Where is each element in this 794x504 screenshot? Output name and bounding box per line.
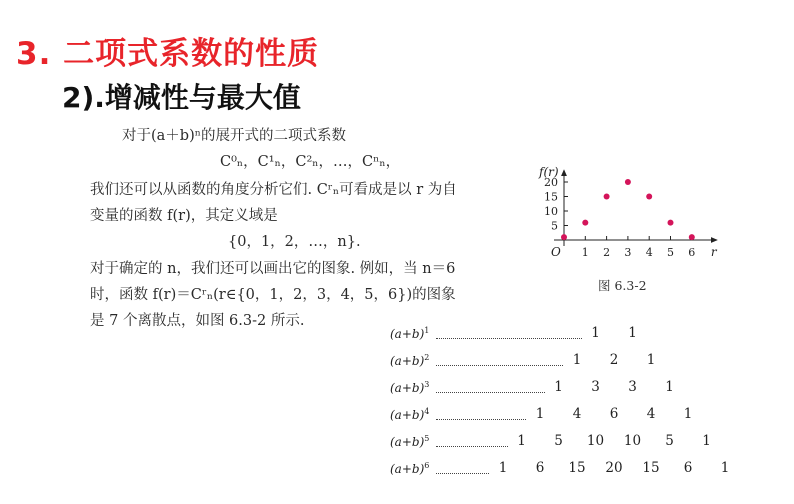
pascal-row-label <box>390 326 429 341</box>
pascal-row-power: 4 <box>424 407 430 416</box>
binomial-coefficient: 1 <box>720 460 730 476</box>
pascal-row-label <box>390 353 429 368</box>
x-axis-label: r <box>710 245 717 259</box>
pascal-row-label <box>390 407 429 422</box>
x-tick-label: 3 <box>624 246 632 259</box>
pascal-row-base: (a+b) <box>390 435 425 449</box>
binomial-coefficient: 15 <box>568 460 586 476</box>
binomial-coefficient: 3 <box>591 379 600 395</box>
x-tick-label: 6 <box>688 246 696 259</box>
text-line-8: 是 7 个离散点，如图 6.3-2 所示. <box>90 313 305 329</box>
binomial-coefficient: 5 <box>554 433 563 449</box>
pascal-row-base: (a+b) <box>390 381 425 395</box>
data-point <box>561 234 567 240</box>
y-axis-label: f(r) <box>539 165 559 180</box>
binomial-coefficient: 4 <box>572 406 582 422</box>
pascal-row-power: 5 <box>424 434 430 443</box>
binomial-coefficient: 3 <box>628 379 637 395</box>
binomial-coefficient: 15 <box>642 460 660 476</box>
pascal-row-power: 1 <box>424 326 430 335</box>
leader-dots <box>436 473 489 474</box>
x-tick-label: 2 <box>603 246 611 259</box>
data-point <box>604 194 610 200</box>
x-tick-label: 4 <box>645 246 653 259</box>
origin-label: O <box>551 245 561 259</box>
binomial-coefficient: 1 <box>498 460 508 476</box>
scatter-chart <box>520 88 730 270</box>
binomial-coefficient: 1 <box>591 325 600 341</box>
binomial-coefficient: 1 <box>665 379 674 395</box>
pascal-row-label <box>390 434 429 449</box>
leader-dots <box>436 338 582 339</box>
data-point <box>582 220 588 226</box>
leader-dots <box>436 392 545 393</box>
leader-dots <box>436 419 526 420</box>
binomial-coefficient: 10 <box>623 433 642 449</box>
binomial-coefficient: 20 <box>605 460 623 476</box>
text-line-5: {0，1，2，…，n}. <box>228 234 361 250</box>
pascal-row-power: 3 <box>424 380 430 389</box>
chart-ticks <box>544 176 695 259</box>
data-point <box>689 234 695 240</box>
text-line-3: 我们还可以从函数的角度分析它们. Cʳₙ可看成是以 r 为自 <box>90 182 457 198</box>
leader-dots <box>436 365 563 366</box>
x-tick-label: 5 <box>667 246 674 259</box>
binomial-coefficient: 1 <box>702 433 711 449</box>
pascal-row-power: 2 <box>424 353 430 362</box>
binomial-coefficient: 1 <box>517 433 526 449</box>
binomial-coefficient: 4 <box>646 406 656 422</box>
pascal-row-base: (a+b) <box>390 327 425 341</box>
section-heading: 3. 二项式系数的性质 <box>16 36 320 72</box>
binomial-coefficient: 1 <box>554 379 563 395</box>
binomial-coefficient: 1 <box>628 325 637 341</box>
binomial-coefficient: 6 <box>535 460 545 476</box>
binomial-coefficient: 5 <box>665 433 674 449</box>
leader-dots <box>436 446 508 447</box>
pascal-row-label <box>390 380 429 395</box>
y-tick-label: 5 <box>551 219 558 233</box>
pascal-row-base: (a+b) <box>390 462 425 476</box>
binomial-coefficient: 1 <box>535 406 545 422</box>
chart-points <box>561 179 695 240</box>
binomial-coefficient: 1 <box>646 352 656 368</box>
pascal-row-label <box>390 461 429 476</box>
text-line-1: 对于(a＋b)ⁿ的展开式的二项式系数 <box>122 128 347 144</box>
figure-caption: 图 6.3-2 <box>598 278 647 293</box>
data-point <box>646 194 652 200</box>
text-line-2: C⁰ₙ，C¹ₙ，C²ₙ，…，Cⁿₙ， <box>220 154 401 170</box>
y-tick-label: 20 <box>544 176 558 189</box>
binomial-coefficient: 1 <box>572 352 582 368</box>
y-tick-label: 10 <box>544 205 558 218</box>
binomial-coefficient: 6 <box>683 460 693 476</box>
data-point <box>625 179 631 185</box>
subsection-heading: 2).增减性与最大值 <box>62 81 301 114</box>
y-tick-label: 15 <box>544 190 558 204</box>
x-tick-label: 1 <box>581 246 589 259</box>
text-line-4: 变量的函数 f(r)，其定义域是 <box>90 208 278 224</box>
data-point <box>668 220 674 226</box>
binomial-coefficient: 2 <box>609 352 619 368</box>
text-line-6: 对于确定的 n，我们还可以画出它的图象. 例如，当 n＝6 <box>90 261 456 277</box>
pascal-row-base: (a+b) <box>390 408 425 422</box>
binomial-coefficient: 6 <box>609 406 619 422</box>
pascal-row-power: 6 <box>424 461 430 470</box>
text-line-7: 时，函数 f(r)＝Cʳₙ(r∈{0，1，2，3，4，5，6})的图象 <box>90 287 456 303</box>
binomial-coefficient: 10 <box>586 433 605 449</box>
binomial-coefficient: 1 <box>683 406 693 422</box>
pascal-row-base: (a+b) <box>390 354 425 368</box>
